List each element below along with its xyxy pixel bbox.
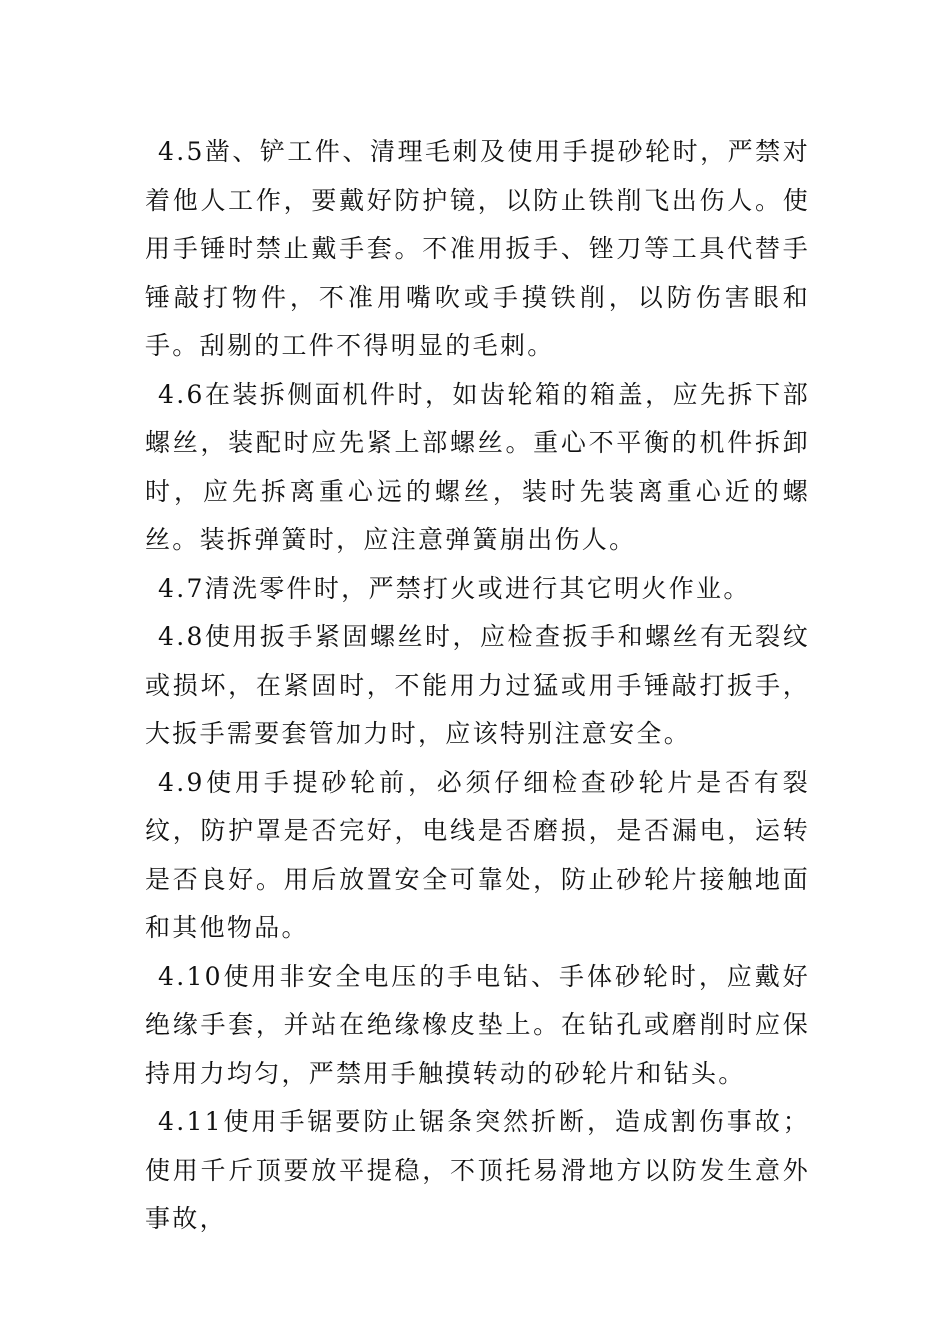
paragraph-4-9: 4.9使用手提砂轮前，必须仔细检查砂轮片是否有裂纹，防护罩是否完好，电线是否磨损，是否漏电，运转是否良好。用后放置安全可靠处，防止砂轮片接触地面和其他物品。 <box>145 767 810 942</box>
document-body <box>145 128 810 1244</box>
paragraph-4-10: 4.10使用非安全电压的手电钻、手体砂轮时，应戴好绝缘手套，并站在绝缘橡皮垫上。在钻孔或磨削时应保持用力均匀，严禁用手触摸转动的砂轮片和钻头。 <box>145 961 810 1088</box>
paragraph-4-11: 4.11使用手锯要防止锯条突然折断，造成割伤事故；使用千斤顶要放平提稳，不顶托易滑地方以防发生意外事故， <box>145 1107 810 1233</box>
paragraph-4-7: 4.7清洗零件时，严禁打火或进行其它明火作业。 <box>158 573 751 603</box>
paragraph-4-8: 4.8使用扳手紧固螺丝时，应检查扳手和螺丝有无裂纹或损坏，在紧固时，不能用力过猛或用手锤敲打扳手，大扳手需要套管加力时，应该特别注意安全。 <box>145 622 810 748</box>
paragraph-4-5: 4.5凿、铲工件、清理毛刺及使用手提砂轮时，严禁对着他人工作，要戴好防护镜，以防止铁削飞出伤人。使用手锤时禁止戴手套。不准用扳手、锉刀等工具代替手锤敲打物件，不准用嘴吹或手摸铁削，以防伤害眼和手。刮剔的工件不得明显的毛刺。 <box>145 137 810 360</box>
paragraph-4-6: 4.6在装拆侧面机件时，如齿轮箱的箱盖，应先拆下部螺丝，装配时应先紧上部螺丝。重心不平衡的机件拆卸时，应先拆离重心远的螺丝，装时先装离重心近的螺丝。装拆弹簧时，应注意弹簧崩出伤人。 <box>145 379 810 554</box>
